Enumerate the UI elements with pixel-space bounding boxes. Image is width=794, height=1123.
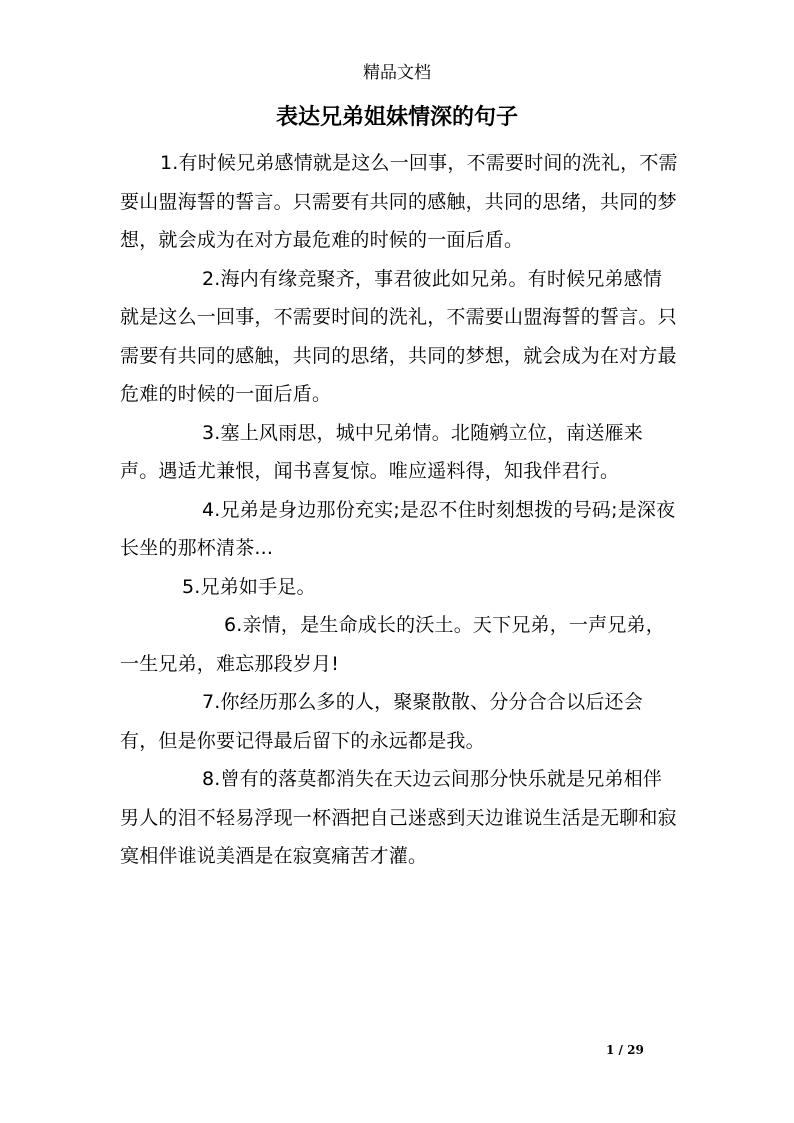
document-body: [120, 144, 680, 876]
paragraph-4: 4.兄弟是身边那份充实;是忍不住时刻想拨的号码;是深夜长坐的那杯清茶...: [120, 498, 676, 559]
paragraph-5: 5.兄弟如手足。: [182, 575, 316, 598]
paragraph-8: 8.曾有的落莫都消失在天边云间那分快乐就是兄弟相伴男人的泪不轻易浮现一杯酒把自己迷惑到天边谁说生活是无聊和寂寞相伴谁说美酒是在寂寞痛苦才灌。: [120, 768, 677, 867]
paragraph-3: 3.塞上风雨思，城中兄弟情。北随鹓立位，南送雁来声。遇适尤兼恨，闻书喜复惊。唯应遥料得，知我伴君行。: [120, 421, 643, 482]
document-header: 精品文档: [363, 63, 431, 83]
paragraph-2: 2.海内有缘竞聚齐，事君彼此如兄弟。有时候兄弟感情就是这么一回事，不需要时间的洗礼，不需要山盟海誓的誓言。只需要有共同的感触，共同的思绪，共同的梦想，就会成为在对方最危难的时候的一面后盾。: [120, 267, 677, 405]
paragraph-6: 6.亲情，是生命成长的沃土。天下兄弟，一声兄弟，一生兄弟，难忘那段岁月!: [120, 614, 665, 675]
paragraph-1: 1.有时候兄弟感情就是这么一回事，不需要时间的洗礼，不需要山盟海誓的誓言。只需要有共同的感触，共同的思绪，共同的梦想，就会成为在对方最危难的时候的一面后盾。: [120, 152, 678, 251]
document-title: 表达兄弟姐妹情深的句子: [275, 104, 518, 130]
page-number: 1 / 29: [606, 1043, 644, 1057]
paragraph-7: 7.你经历那么多的人，聚聚散散、分分合合以后还会有，但是你要记得最后留下的永远都是我。: [120, 691, 643, 752]
